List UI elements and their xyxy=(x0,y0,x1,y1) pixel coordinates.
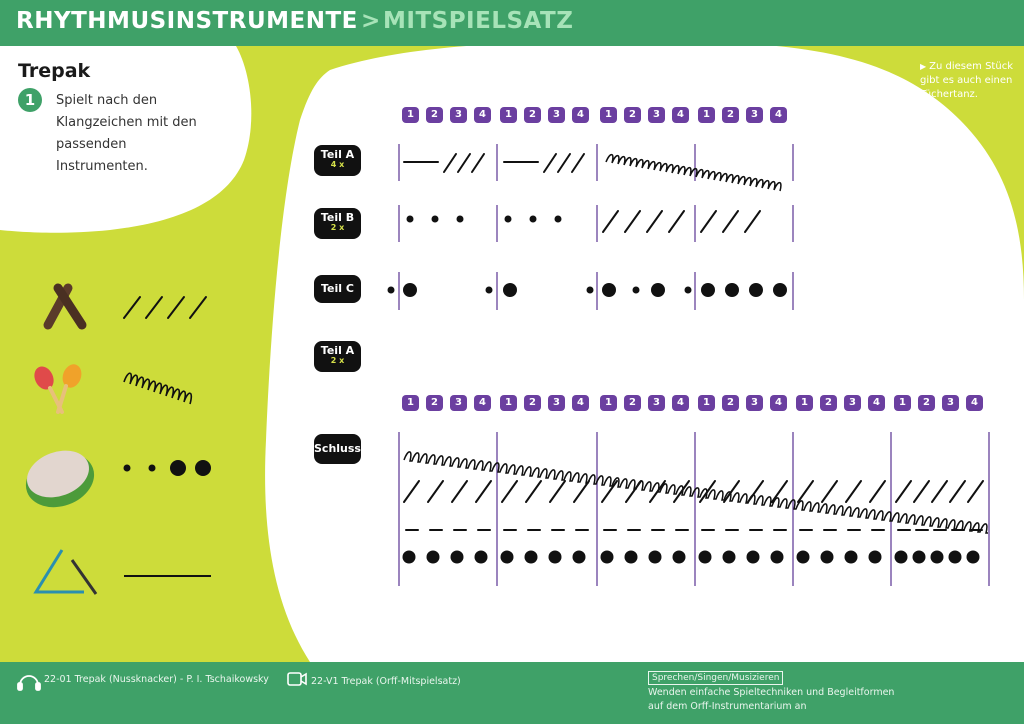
beat-number: 3 xyxy=(746,107,763,123)
beat-number: 2 xyxy=(820,395,837,411)
header-title: RHYTHMUSINSTRUMENTE xyxy=(16,8,358,34)
beat-number: 2 xyxy=(918,395,935,411)
beat-number: 4 xyxy=(474,395,491,411)
beat-number: 4 xyxy=(474,107,491,123)
beat-number: 1 xyxy=(796,395,813,411)
beat-number: 2 xyxy=(524,107,541,123)
section-label-teil-c: Teil C xyxy=(314,275,361,303)
beat-number: 4 xyxy=(770,107,787,123)
beat-number: 1 xyxy=(698,395,715,411)
task-heading: Trepak xyxy=(18,60,91,82)
beat-number: 3 xyxy=(450,395,467,411)
beat-number: 3 xyxy=(746,395,763,411)
beat-number: 2 xyxy=(624,107,641,123)
beat-number: 2 xyxy=(524,395,541,411)
beat-number: 3 xyxy=(942,395,959,411)
footer-video-text: 22-V1 Trepak (Orff-Mitspielsatz) xyxy=(311,676,461,687)
beat-number: 3 xyxy=(648,395,665,411)
beat-number: 2 xyxy=(426,107,443,123)
beat-number: 4 xyxy=(672,107,689,123)
triangle-bullet-icon: ▶ xyxy=(920,62,927,71)
beat-number: 4 xyxy=(770,395,787,411)
beat-number: 1 xyxy=(402,395,419,411)
beat-number: 1 xyxy=(698,107,715,123)
beat-number: 2 xyxy=(624,395,641,411)
beat-number: 4 xyxy=(572,395,589,411)
side-note-text: Zu diesem Stück gibt es auch einen Tüchertanz. xyxy=(920,61,1013,100)
beat-number: 3 xyxy=(648,107,665,123)
video-camera-icon xyxy=(288,673,306,685)
section-label-teil-a-1: Teil A 4 x xyxy=(314,145,361,176)
beat-number: 3 xyxy=(844,395,861,411)
competence-line-2: auf dem Orff-Instrumentarium an xyxy=(648,701,807,712)
beat-number: 4 xyxy=(672,395,689,411)
beat-number: 1 xyxy=(500,395,517,411)
beat-number: 4 xyxy=(966,395,983,411)
beat-number: 2 xyxy=(722,395,739,411)
beat-number: 1 xyxy=(600,107,617,123)
section-label-teil-a-2: Teil A 2 x xyxy=(314,341,361,372)
beat-number: 2 xyxy=(722,107,739,123)
task-instruction: Spielt nach den Klangzeichen mit den passenden Instrumenten. xyxy=(56,93,197,174)
footer-audio-text: 22-01 Trepak (Nussknacker) - P. I. Tschaikowsky xyxy=(44,674,269,685)
beat-number: 1 xyxy=(600,395,617,411)
beat-number: 1 xyxy=(402,107,419,123)
competence-line-1: Wenden einfache Spieltechniken und Begleitformen xyxy=(648,687,895,698)
headphones-icon xyxy=(18,676,40,690)
beat-number: 3 xyxy=(548,395,565,411)
competence-box: Sprechen/Singen/Musizieren xyxy=(648,671,783,685)
beat-number: 3 xyxy=(548,107,565,123)
beat-number: 4 xyxy=(868,395,885,411)
beat-number: 1 xyxy=(500,107,517,123)
header-separator: > xyxy=(361,8,381,34)
section-label-teil-b: Teil B 2 x xyxy=(314,208,361,239)
beat-number: 2 xyxy=(426,395,443,411)
beat-number: 3 xyxy=(450,107,467,123)
beat-number: 1 xyxy=(894,395,911,411)
beat-number: 4 xyxy=(572,107,589,123)
section-label-schluss: Schluss xyxy=(314,434,361,464)
header-subtitle: MITSPIELSATZ xyxy=(383,8,574,34)
task-number: 1 xyxy=(18,88,42,112)
